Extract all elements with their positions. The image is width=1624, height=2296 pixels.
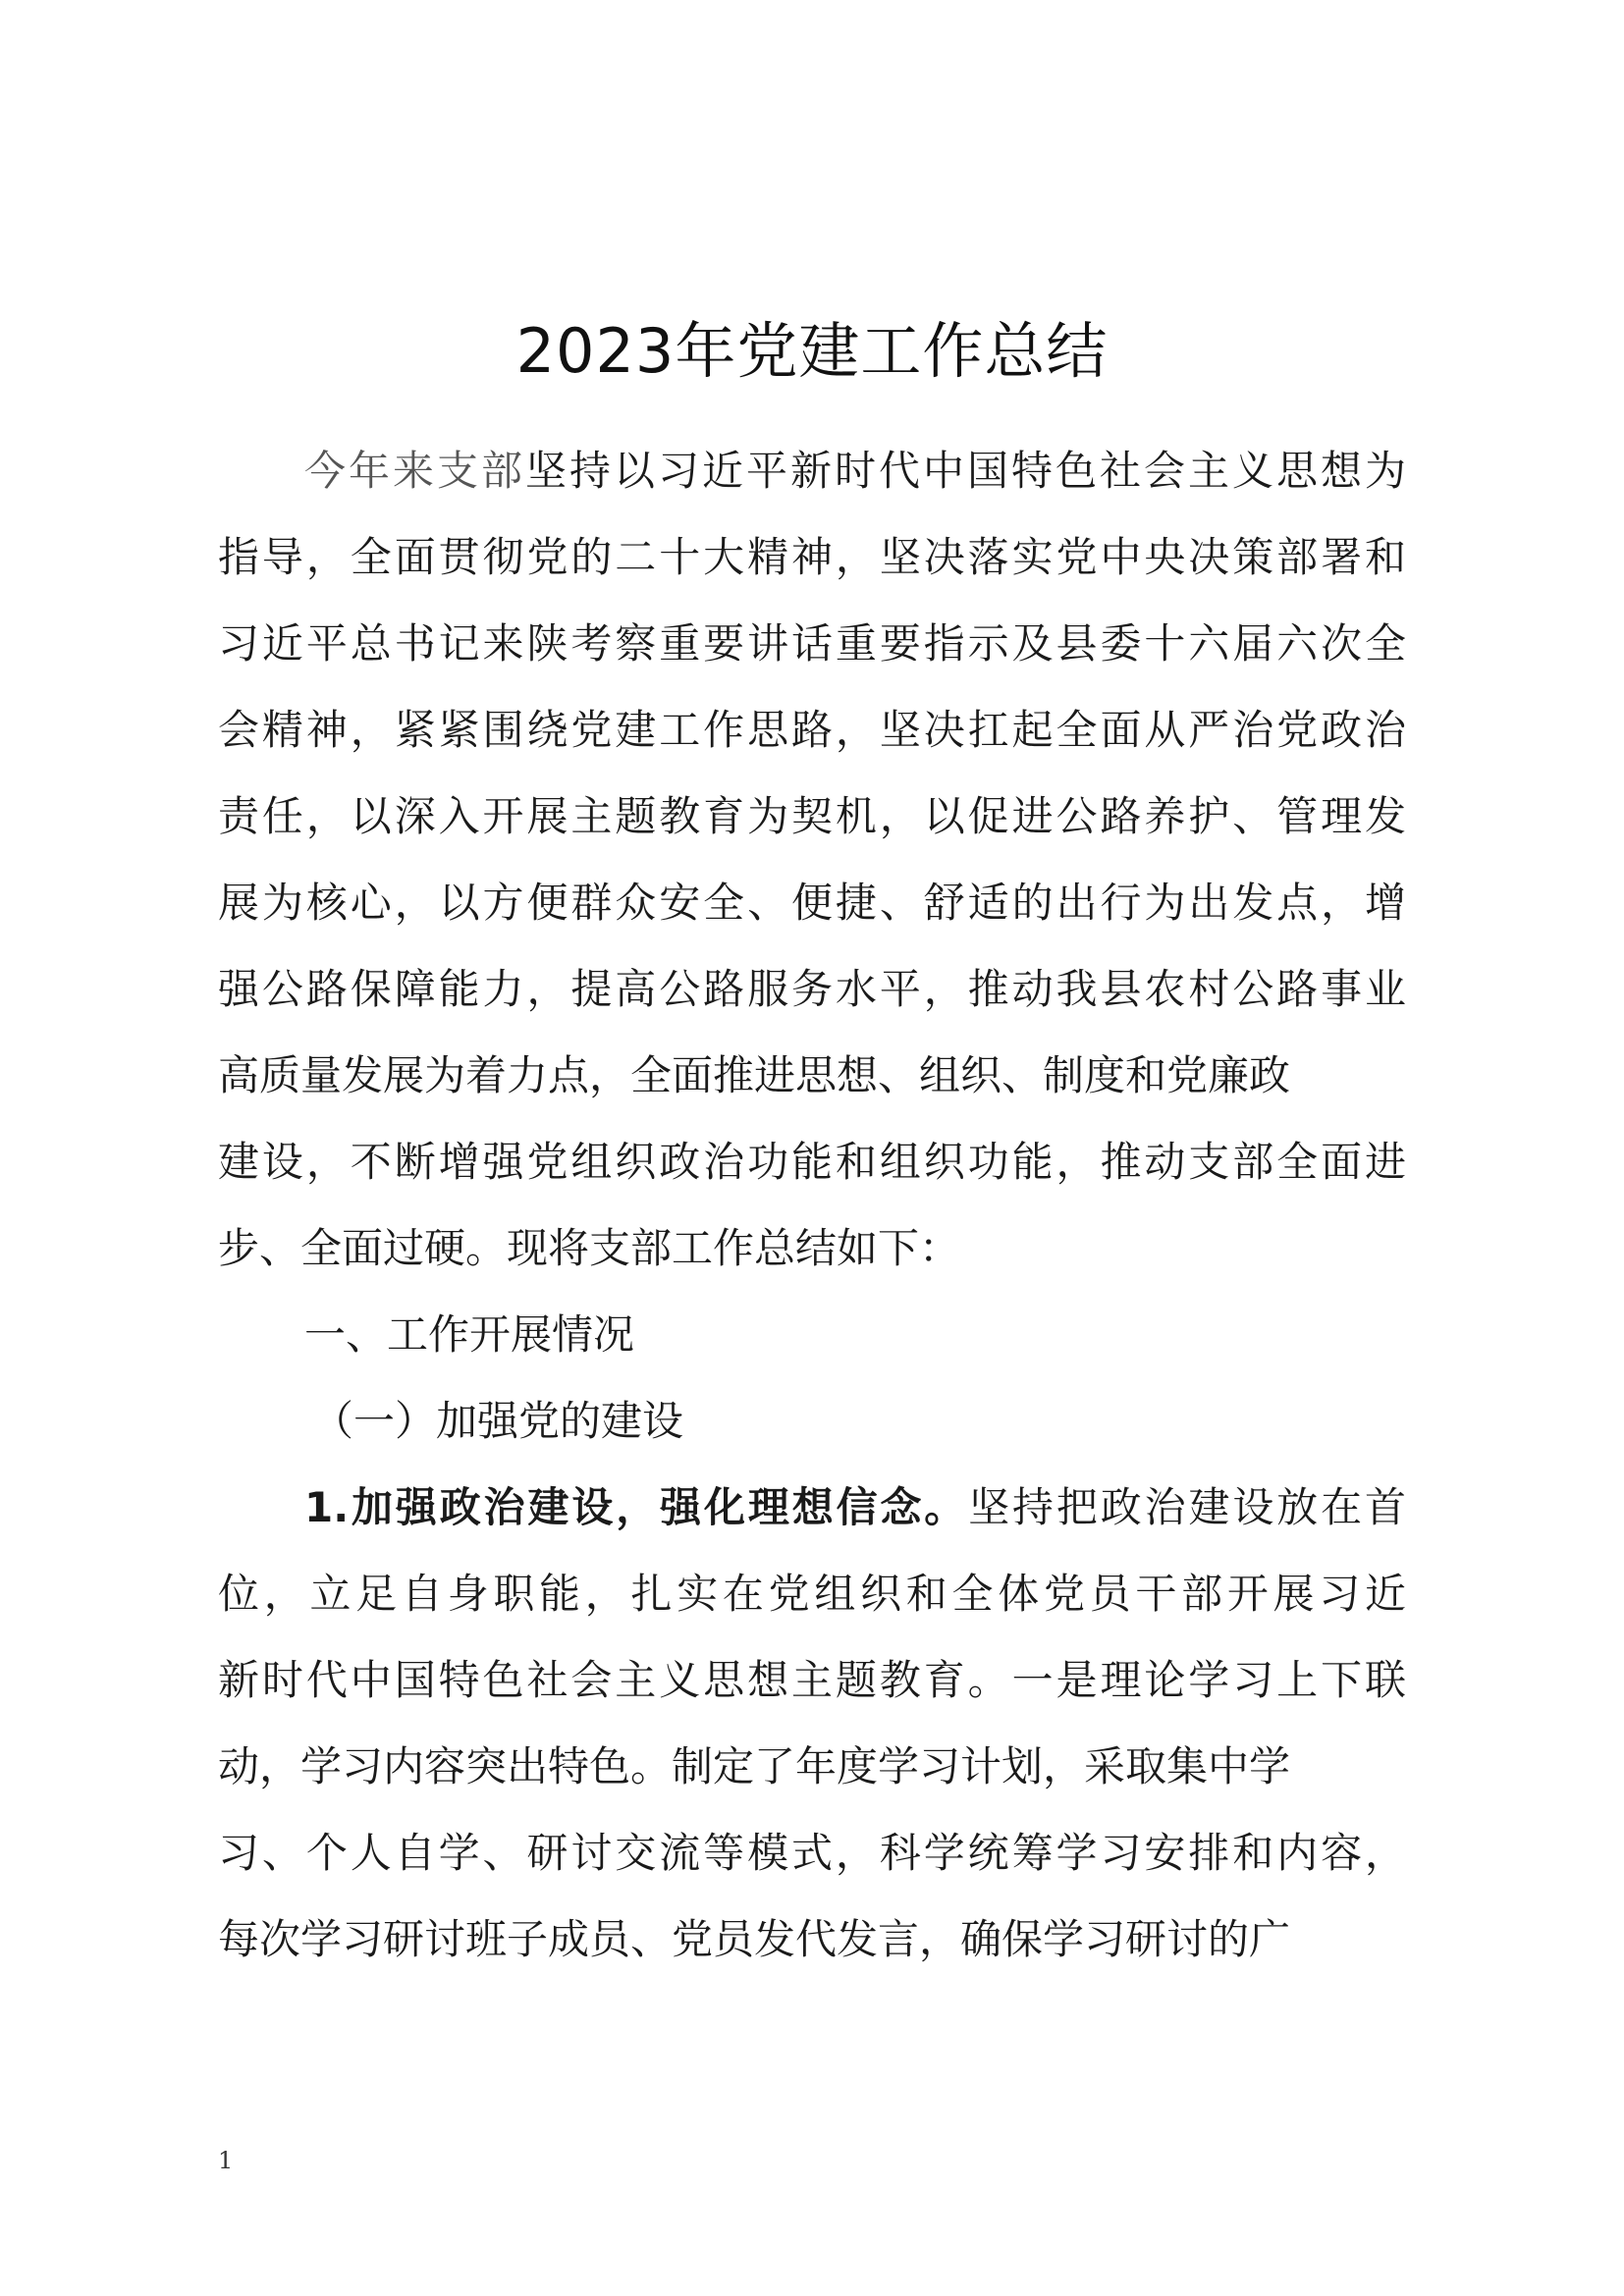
- intro-line-7: 强公路保障能力，提高公路服务水平，推动我县农村公路事业: [218, 965, 1406, 1013]
- intro-lead: 今年来支部: [304, 447, 525, 495]
- heading-party-building: （一）加强党的建设: [312, 1397, 684, 1445]
- section-1-line-1-rest: 坚持把政治建设放在首: [968, 1483, 1406, 1531]
- intro-line-6: 展为核心，以方便群众安全、便捷、舒适的出行为出发点，增: [218, 879, 1406, 927]
- intro-line-5: 责任，以深入开展主题教育为契机，以促进公路养护、管理发: [218, 792, 1406, 840]
- intro-line-1-rest: 坚持以习近平新时代中国特色社会主义思想为: [525, 447, 1406, 495]
- section-1-line-3: 新时代中国特色社会主义思想主题教育。一是理论学习上下联: [218, 1656, 1406, 1704]
- section-1-line-2: 位，立足自身职能，扎实在党组织和全体党员干部开展习近: [218, 1570, 1406, 1618]
- section-1-line-5: 习、个人自学、研讨交流等模式，科学统筹学习安排和内容，: [218, 1829, 1406, 1877]
- intro-line-2: 指导，全面贯彻党的二十大精神，坚决落实党中央决策部署和: [218, 533, 1406, 581]
- section-1-line-6: 每次学习研讨班子成员、党员发代发言，确保学习研讨的广: [218, 1915, 1291, 1963]
- section-1-line-4: 动，学习内容突出特色。制定了年度学习计划，采取集中学: [218, 1742, 1291, 1790]
- intro-line-8: 高质量发展为着力点，全面推进思想、组织、制度和党廉政: [218, 1051, 1291, 1099]
- intro-line-4: 会精神，紧紧围绕党建工作思路，坚决扛起全面从严治党政治: [218, 706, 1406, 754]
- section-1-line-1: [304, 1478, 1406, 1537]
- section-1-bold-lead: 1.加强政治建设，强化理想信念。: [304, 1483, 969, 1531]
- heading-work-status: 一、工作开展情况: [304, 1310, 635, 1359]
- intro-line-3: 习近平总书记来陕考察重要讲话重要指示及县委十六届六次全: [218, 619, 1406, 667]
- intro-line-1: [304, 442, 1406, 501]
- page-number: 1: [218, 2147, 234, 2174]
- document-title: 2023年党建工作总结: [515, 315, 1109, 387]
- intro-line-9: 建设，不断增强党组织政治功能和组织功能，推动支部全面进: [218, 1138, 1406, 1186]
- intro-line-10: 步、全面过硬。现将支部工作总结如下：: [218, 1224, 961, 1272]
